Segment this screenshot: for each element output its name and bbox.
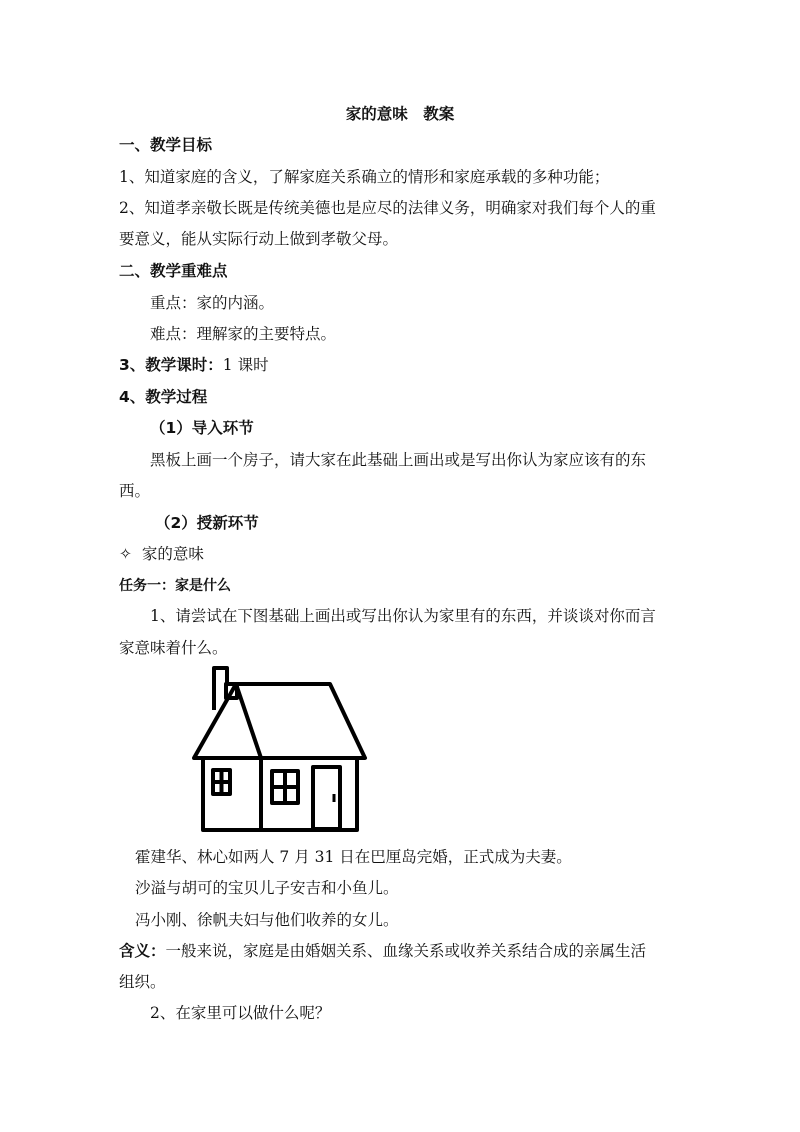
class-hours-value: 1 课时 [222,356,269,374]
task-1-question-2: 2、在家里可以做什么呢？ [150,1004,331,1022]
class-hours [119,355,269,375]
intro-heading: （1）导入环节 [150,419,254,437]
diamond-bullet-icon: ✧ [119,545,132,563]
goal-2-line-2: 要意义，能从实际行动上做到孝敬父母。 [119,230,399,248]
example-3: 冯小刚、徐帆夫妇与他们收养的女儿。 [135,911,399,929]
intro-line-1: 黑板上画一个房子，请大家在此基础上画出或是写出你认为家应该有的东 [150,451,647,469]
task-1-question-1-line-1: 1、请尝试在下图基础上画出或写出你认为家里有的东西，并谈谈对你而言 [150,607,656,625]
page-title: 家的意味 教案 [345,105,455,123]
goals-heading: 一、教学目标 [119,136,213,154]
meaning-text: 一般来说，家庭是由婚姻关系、血缘关系或收养关系结合成的亲属生活 [165,942,647,960]
difficult-point: 难点：理解家的主要特点。 [150,325,337,343]
task-1-question-1-line-2: 家意味着什么。 [119,639,228,657]
key-points-heading: 二、教学重难点 [119,262,228,280]
example-2: 沙溢与胡可的宝贝儿子安吉和小鱼儿。 [135,879,399,897]
goal-2-line-1: 2、知道孝亲敬长既是传统美德也是应尽的法律义务，明确家对我们每个人的重 [119,199,656,217]
meaning-line-1 [119,941,646,961]
task-1-heading: 任务一：家是什么 [119,578,231,594]
house-icon [189,664,371,836]
new-lesson-heading: （2）授新环节 [155,514,259,532]
intro-line-2: 西。 [119,482,151,500]
goal-1: 1、知道家庭的含义，了解家庭关系确立的情形和家庭承载的多种功能； [119,168,610,186]
class-hours-label: 3、教学课时： [119,356,223,374]
example-1: 霍建华、林心如两人 7 月 31 日在巴厘岛完婚，正式成为夫妻。 [135,848,572,866]
meaning-line-2: 组织。 [119,973,166,991]
bullet-item [119,544,204,564]
bullet-text: 家的意味 [141,545,204,563]
key-point: 重点：家的内涵。 [150,294,275,312]
process-heading: 4、教学过程 [119,388,208,406]
meaning-label: 含义： [119,942,166,960]
